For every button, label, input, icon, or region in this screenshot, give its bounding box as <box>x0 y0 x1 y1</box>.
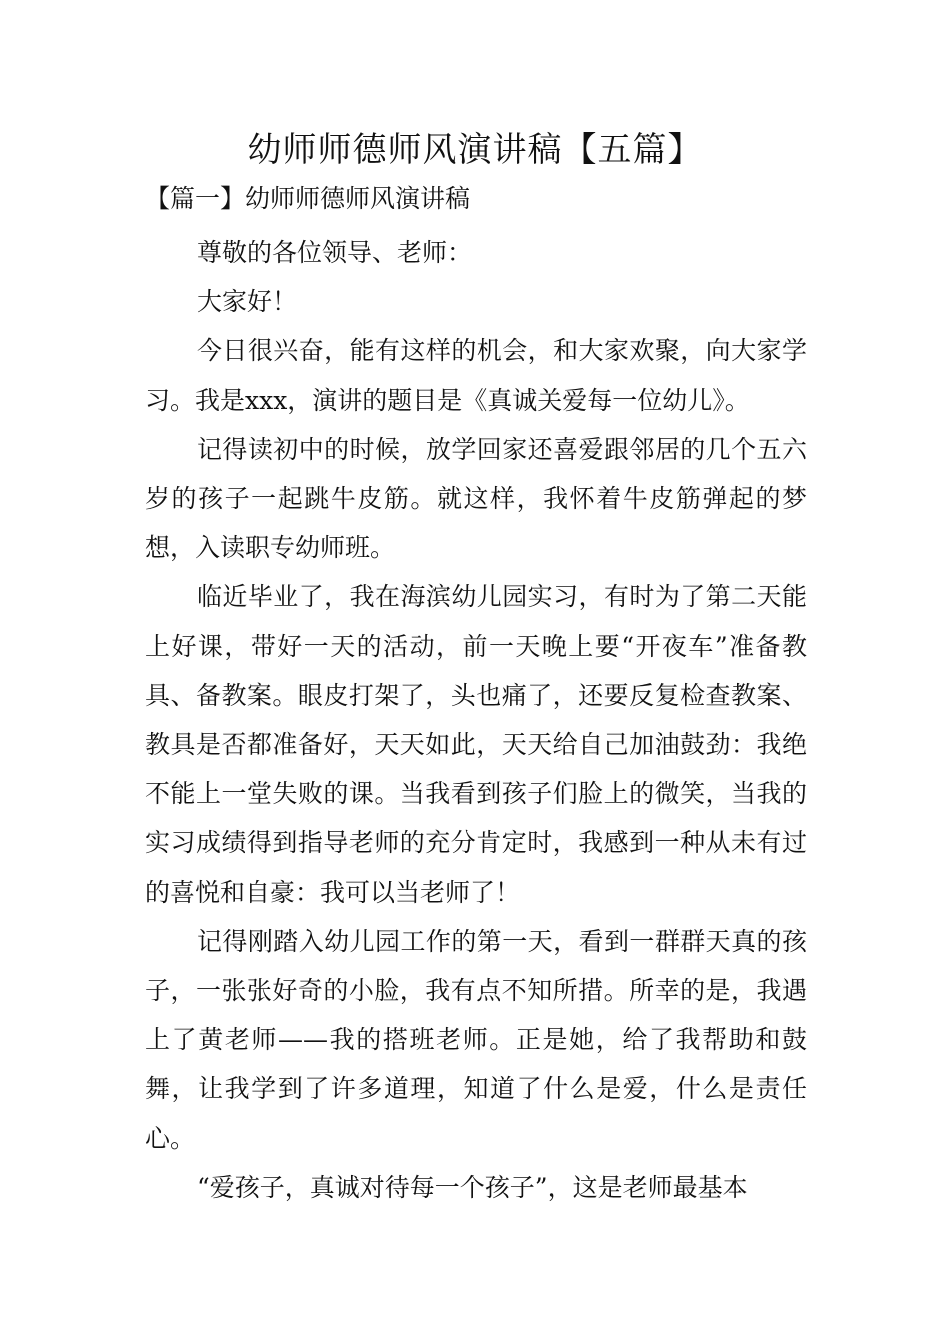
paragraph-internship: 临近毕业了，我在海滨幼儿园实习，有时为了第二天能上好课，带好一天的活动，前一天晚上要“开夜车”准备教具、备教案。眼皮打架了，头也痛了，还要反复检查教案、教具是否都准备好，天天如此，天天给自己加油鼓劲：我绝不能上一堂失败的课。当我看到孩子们脸上的微笑，当我的实习成绩得到指导老师的充分肯定时，我感到一种从未有过的喜悦和自豪：我可以当老师了！ <box>145 582 807 907</box>
paragraph-hello: 大家好！ <box>197 287 298 317</box>
document-body <box>145 228 807 1212</box>
paragraph-first-day: 记得刚踏入幼儿园工作的第一天，看到一群群天真的孩子，一张张好奇的小脸，我有点不知所措。所幸的是，我遇上了黄老师——我的搭班老师。正是她，给了我帮助和鼓舞，让我学到了许多道理，知道了什么是爱，什么是责任心。 <box>145 926 807 1153</box>
paragraph-intro: 今日很兴奋，能有这样的机会，和大家欢聚，向大家学习。我是xxx，演讲的题目是《真诚关爱每一位幼儿》。 <box>145 336 807 415</box>
paragraph-greeting: 尊敬的各位领导、老师： <box>197 238 473 267</box>
document-title: 幼师师德师风演讲稿【五篇】 <box>247 130 703 170</box>
paragraph-love-children: “爱孩子，真诚对待每一个孩子”，这是老师最基本 <box>197 1172 748 1202</box>
section-heading: 【篇一】幼师师德师风演讲稿 <box>145 184 471 213</box>
paragraph-memory: 记得读初中的时候，放学回家还喜爱跟邻居的几个五六岁的孩子一起跳牛皮筋。就这样，我怀着牛皮筋弹起的梦想，入读职专幼师班。 <box>145 434 807 563</box>
